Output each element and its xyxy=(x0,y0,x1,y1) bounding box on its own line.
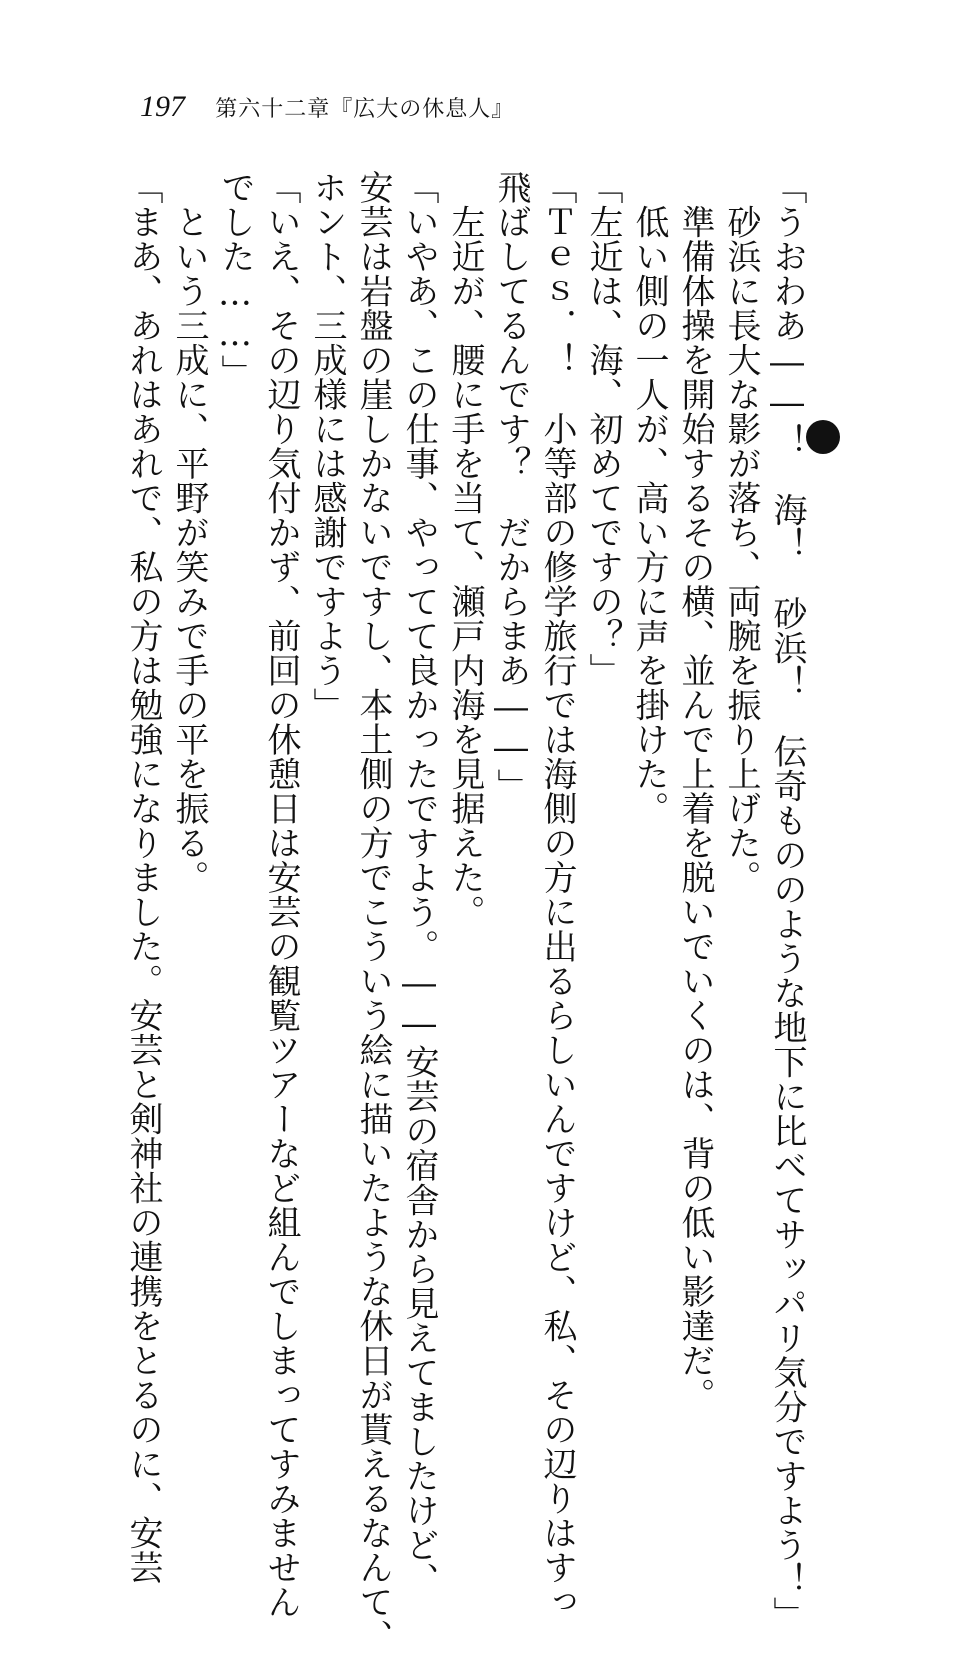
text-line: 「いやあ、この仕事、やってて良かったですよう。――安芸の宿舎から見えてましたけど、 xyxy=(399,170,439,1597)
text-line: 「いえ、その辺り気付かず、前回の休憩日は安芸の観覧ツアーなど組んでしまってすみません xyxy=(261,170,301,1619)
text-line: 「左近は、海、初めてですの？」 xyxy=(583,170,623,688)
body-text xyxy=(120,170,810,1654)
text-line: でした……」 xyxy=(215,170,255,389)
text-line: 低い側の一人が、高い方に声を掛けた。 xyxy=(629,170,669,826)
text-line: 「まあ、あれはあれで、私の方は勉強になりました。安芸と剣神社の連携をとるのに、安芸 xyxy=(123,170,163,1585)
text-line: 「Ｔｅｓ．！ 小等部の修学旅行では海側の方に出るらしいんですけど、私、その辺りはすっ xyxy=(537,170,577,1619)
text-line: 砂浜に長大な影が落ち、両腕を振り上げた。 xyxy=(721,170,761,895)
bullet-dot-icon xyxy=(806,420,840,454)
text-line: 左近が、腰に手を当て、瀬戸内海を見据えた。 xyxy=(445,170,485,929)
text-line: ホント、三成様には感謝ですよう」 xyxy=(307,170,347,722)
text-line: 安芸は岩盤の崖しかないですし、本土側の方でこういう絵に描いたような休日が貰えるなんて、 xyxy=(353,170,393,1654)
running-header xyxy=(140,92,514,125)
text-line: 「うおわあ――！ 海！ 砂浜！ 伝奇もののような地下に比べてサッパリ気分ですよう！」 xyxy=(767,170,807,1631)
text-line: 飛ばしてるんです？ だからまあ――」 xyxy=(491,170,531,803)
text-line: という三成に、平野が笑みで手の平を振る。 xyxy=(169,170,209,895)
text-line: 準備体操を開始するその横、並んで上着を脱いでいくのは、背の低い影達だ。 xyxy=(675,170,715,1412)
chapter-title: 第六十二章『広大の休息人』 xyxy=(215,97,515,122)
page-number: 197 xyxy=(140,90,185,123)
